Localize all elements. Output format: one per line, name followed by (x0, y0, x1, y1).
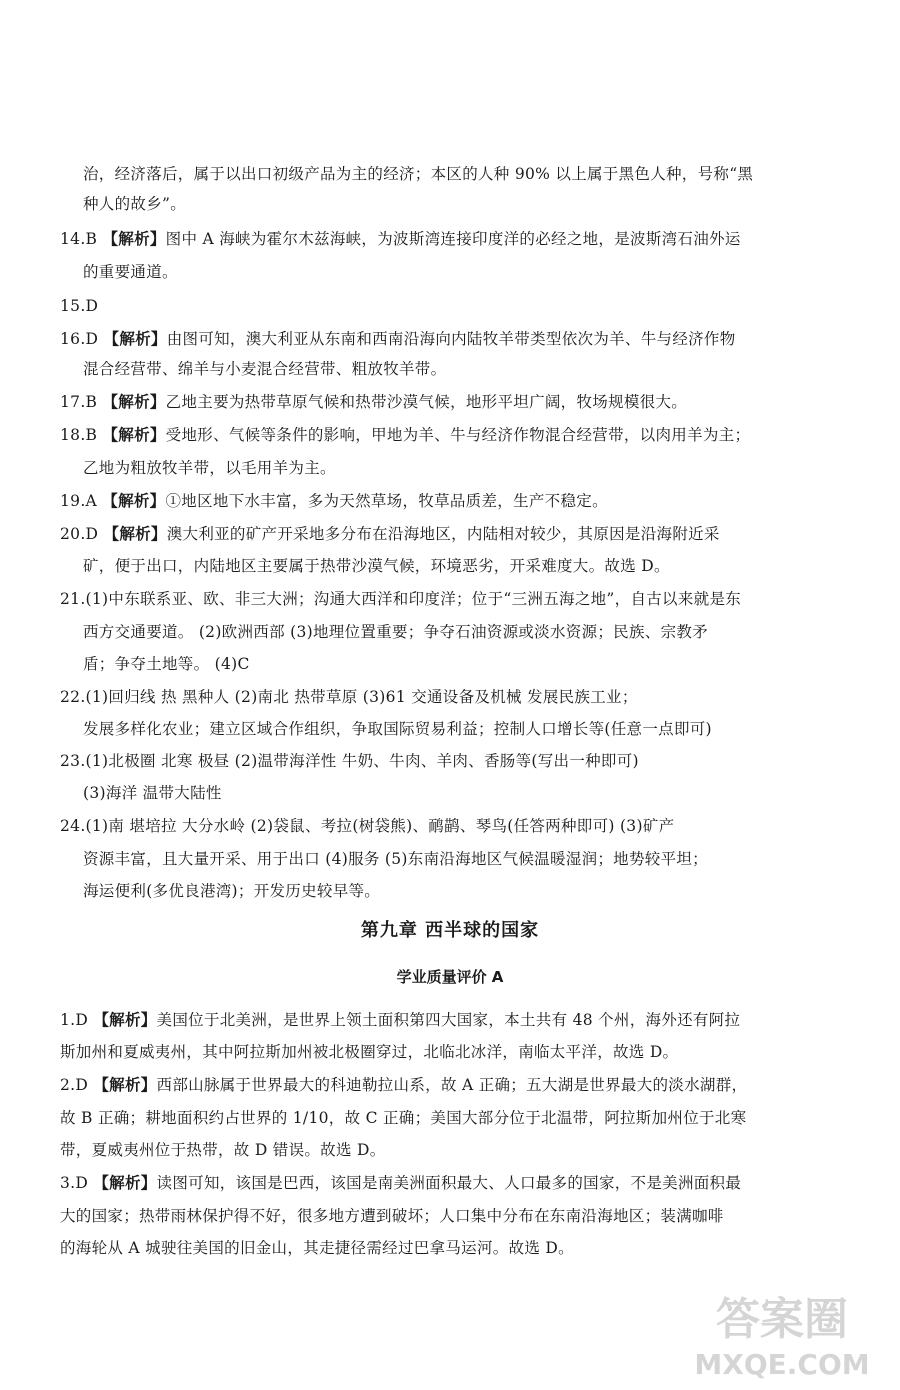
text-span: 治，经济落后，属于以出口初级产品为主的经济；本区的人种 90% 以上属于黑色人种，号称“黑 (83, 165, 754, 183)
section-title: 学业质量评价 A (396, 968, 504, 986)
text-line (60, 1237, 574, 1259)
text-line (60, 391, 687, 413)
text-span: 18.B (60, 426, 103, 444)
watermark-top-text: 答案圈 (716, 1294, 848, 1345)
text-span: 西方交通要道。 (2)欧洲西部 (3)地理位置重要；争夺石油资源或淡水资源；民族、宗教矛 (83, 623, 708, 641)
analysis-tag: 【解析】 (103, 525, 167, 543)
text-span: 故 B 正确；耕地面积约占世界的 1/10，故 C 正确；美国大部分位于北温带，阿拉斯加州位于北寒 (60, 1109, 747, 1127)
text-span: 24.(1)南 堪培拉 大分水岭 (2)袋鼠、考拉(树袋熊)、鸸鹋、琴鸟(任答两种即可) (3)矿产 (60, 817, 675, 835)
text-span: 乙地主要为热带草原气候和热带沙漠气候，地形平坦广阔，牧场规模很大。 (165, 393, 688, 411)
text-span: 发展多样化农业；建立区域合作组织，争取国际贸易利益；控制人口增长等(任意一点即可) (83, 720, 712, 738)
text-span: 种人的故乡”。 (83, 195, 187, 213)
text-line (60, 815, 674, 837)
text-line (83, 555, 670, 577)
analysis-tag: 【解析】 (93, 1076, 157, 1094)
text-span: 2.D (60, 1076, 94, 1094)
text-span: 大的国家；热带雨林保护得不好，很多地方遭到破坏；人口集中分布在东南沿海地区；装满咖啡 (60, 1207, 724, 1225)
watermark-bottom-text: MXQE.COM (694, 1348, 870, 1381)
text-span: 19.A (60, 492, 103, 510)
text-line (83, 163, 753, 185)
text-line (60, 328, 736, 350)
text-span: 3.D (60, 1174, 94, 1192)
text-span: 带，夏威夷州位于热带，故 D 错误。故选 D。 (60, 1141, 386, 1159)
text-span: 图中 A 海峡为霍尔木兹海峡，为波斯湾连接印度洋的必经之地，是波斯湾石油外运 (165, 230, 741, 248)
text-span: 受地形、气候等条件的影响，甲地为羊、牛与经济作物混合经营带，以肉用羊为主； (165, 426, 751, 444)
watermark-logo (682, 1282, 882, 1382)
text-span: ①地区地下水丰富，多为天然草场，牧草品质差，生产不稳定。 (165, 492, 608, 510)
text-line (83, 880, 380, 902)
text-span: 读图可知，该国是巴西，该国是南美洲面积最大、人口最多的国家，不是美洲面积最 (156, 1174, 742, 1192)
text-span: 澳大利亚的矿产开采地多分布在沿海地区，内陆相对较少，其原因是沿海附近采 (166, 525, 720, 543)
text-line (60, 1172, 741, 1194)
analysis-tag: 【解析】 (102, 393, 166, 411)
text-line (83, 621, 708, 643)
text-line (60, 1009, 740, 1031)
analysis-tag: 【解析】 (102, 426, 166, 444)
text-line (83, 782, 222, 804)
text-span: 22.(1)回归线 热 黑种人 (2)南北 热带草原 (3)61 交通设备及机械 发展民族工业； (60, 688, 638, 706)
text-line (60, 295, 98, 317)
text-line (60, 490, 608, 512)
text-span: 17.B (60, 393, 103, 411)
text-line (60, 588, 741, 610)
text-span: 盾；争夺土地等。 (4)C (83, 655, 250, 673)
text-line (83, 261, 178, 283)
text-line (60, 750, 639, 772)
text-line (60, 686, 638, 708)
analysis-tag: 【解析】 (93, 1011, 157, 1029)
analysis-tag: 【解析】 (102, 230, 166, 248)
text-span: 14.B (60, 230, 103, 248)
text-span: (3)海洋 温带大陆性 (83, 784, 222, 802)
analysis-tag: 【解析】 (103, 330, 167, 348)
text-span: 斯加州和夏威夷州，其中阿拉斯加州被北极圈穿过，北临北冰洋，南临太平洋，故选 D。 (60, 1043, 679, 1061)
text-span: 矿，便于出口，内陆地区主要属于热带沙漠气候，环境恶劣，开采难度大。故选 D。 (83, 557, 670, 575)
text-span: 西部山脉属于世界最大的科迪勒拉山系，故 A 正确；五大湖是世界最大的淡水湖群， (156, 1076, 748, 1094)
text-line (83, 653, 250, 675)
text-line (60, 1041, 678, 1063)
text-span: 由图可知，澳大利亚从东南和西南沿海向内陆牧羊带类型依次为羊、牛与经济作物 (166, 330, 736, 348)
text-span: 的重要通道。 (83, 263, 178, 281)
text-span: 资源丰富，且大量开采、用于出口 (4)服务 (5)东南沿海地区气候温暖湿润；地势较平坦； (83, 850, 708, 868)
text-span: 20.D (60, 525, 104, 543)
text-line (60, 1074, 747, 1096)
text-line (60, 1107, 746, 1129)
analysis-tag: 【解析】 (93, 1174, 157, 1192)
text-span: 乙地为粗放牧羊带，以毛用羊为主。 (83, 459, 336, 477)
text-line (60, 523, 720, 545)
text-span: 混合经营带、绵羊与小麦混合经营带、粗放牧羊带。 (83, 360, 447, 378)
text-span: 15.D (60, 297, 99, 315)
text-span: 23.(1)北极圈 北寒 极昼 (2)温带海洋性 牛奶、牛肉、羊肉、香肠等(写出一种即可) (60, 752, 639, 770)
text-line (60, 424, 750, 446)
text-line (83, 457, 336, 479)
text-line (83, 358, 446, 380)
text-span: 的海轮从 A 城驶往美国的旧金山，其走捷径需经过巴拿马运河。故选 D。 (60, 1239, 574, 1257)
text-line (60, 228, 741, 250)
text-line (60, 1139, 386, 1161)
text-span: 海运便利(多优良港湾)；开发历史较早等。 (83, 882, 381, 900)
text-line (83, 193, 186, 215)
analysis-tag: 【解析】 (102, 492, 166, 510)
text-span: 美国位于北美洲，是世界上领土面积第四大国家，本土共有 48 个州，海外还有阿拉 (156, 1011, 741, 1029)
text-line (83, 848, 708, 870)
text-line (83, 718, 712, 740)
text-line (60, 1205, 724, 1227)
text-span: 21.(1)中东联系亚、欧、非三大洲；沟通大西洋和印度洋；位于“三洲五海之地”，自古以来就是东 (60, 590, 742, 608)
text-span: 16.D (60, 330, 104, 348)
chapter-title: 第九章 西半球的国家 (360, 920, 540, 941)
text-span: 1.D (60, 1011, 94, 1029)
